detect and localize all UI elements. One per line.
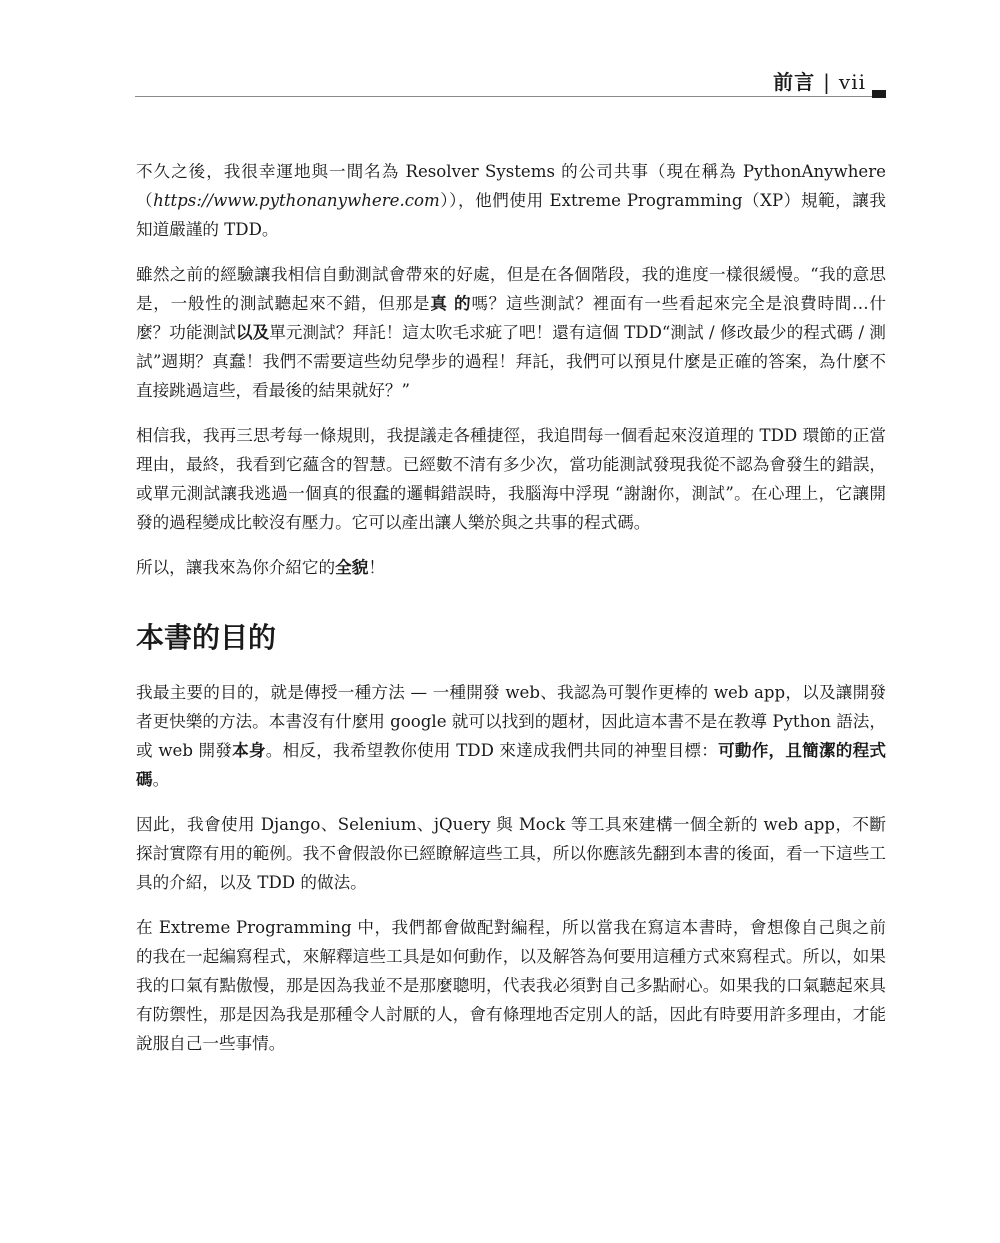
section-title: 前言 [773,70,816,94]
emphasis-itself: 本身 [232,740,266,760]
paragraph-4: 所以，讓我來為你介紹它的全貌！ [136,557,385,577]
emphasis-clean-code: 可動作，且簡潔的程式碼 [136,740,887,789]
section-paragraph-2: 因此，我會使用 Django、Selenium、jQuery 與 Mock 等工具來建構一個全新的 web app，不斷探討實際有用的範例。我不會假設你已經瞭解這些工具，所以你應該先翻到本書的後面，看一下這些工具的介紹，以及 TDD 的做法。 [136,815,886,892]
section-paragraph-1: 我最主要的目的，就是傳授一種方法 — 一種開發 web、我認為可製作更棒的 web app，以及讓開發者更快樂的方法。本書沒有什麼用 google 就可以找到的題材，因此這本書不是在教導 Python 語法，或 web 開發本身。相反，我希望教你使用 TDD 來達成我們共同的神聖目標：可動作，且簡潔的程式碼。 [136,683,887,789]
page-body [136,157,886,1074]
section-heading: 本書的目的 [136,621,277,654]
emphasis-whole-picture: 全貌 [335,557,369,577]
emphasis-real: 真 的 [430,293,472,313]
section-paragraph-3: 在 Extreme Programming 中，我們都會做配對編程，所以當我在寫這本書時，會想像自己與之前的我在一起編寫程式，來解釋這些工具是如何動作，以及解答為何要用這種方式來寫程式。所以，如果我的口氣有點傲慢，那是因為我並不是那麼聰明，代表我必須對自己多點耐心。如果我的口氣聽起來具有防禦性，那是因為我是那種令人討厭的人，會有條理地否定別人的話，因此有時要用許多理由，才能說服自己一些事情。 [136,918,886,1053]
pythonanywhere-url: https://www.pythonanywhere.com [153,191,440,210]
header-marker [872,90,886,98]
header-separator: | [823,70,831,94]
paragraph-3: 相信我，我再三思考每一條規則，我提議走各種捷徑，我追問每一個看起來沒道理的 TDD 環節的正當理由，最終，我看到它蘊含的智慧。已經數不清有多少次，當功能測試發現我從不認為會發生的錯誤，或單元測試讓我逃過一個真的很蠢的邏輯錯誤時，我腦海中浮現 “謝謝你，測試”。在心理上，它讓開發的過程變成比較沒有壓力。它可以產出讓人樂於與之共事的程式碼。 [136,426,886,532]
header-rule [135,96,886,97]
running-head [773,66,866,95]
paragraph-1: 不久之後，我很幸運地與一間名為 Resolver Systems 的公司共事（現在稱為 PythonAnywhere（https://www.pythonanywhere.com）），他們使用 Extreme Programming（XP）規範，讓我知道嚴謹的 TDD。 [136,162,887,239]
paragraph-2: 雖然之前的經驗讓我相信自動測試會帶來的好處，但是在各個階段，我的進度一樣很緩慢。“我的意思是，一般性的測試聽起來不錯，但那是真 的嗎？這些測試？裡面有一些看起來完全是浪費時間…什麼？功能測試以及單元測試？拜託！這太吹毛求疵了吧！還有這個 TDD“測試 / 修改最少的程式碼 / 測試”週期？真蠢！我們不需要這些幼兒學步的過程！拜託，我們可以預見什麼是正確的答案，為什麼不直接跳過這些，看最後的結果就好？” [136,265,887,400]
page-header [135,60,886,98]
emphasis-and: 以及 [235,322,270,342]
page-number: vii [838,70,866,94]
